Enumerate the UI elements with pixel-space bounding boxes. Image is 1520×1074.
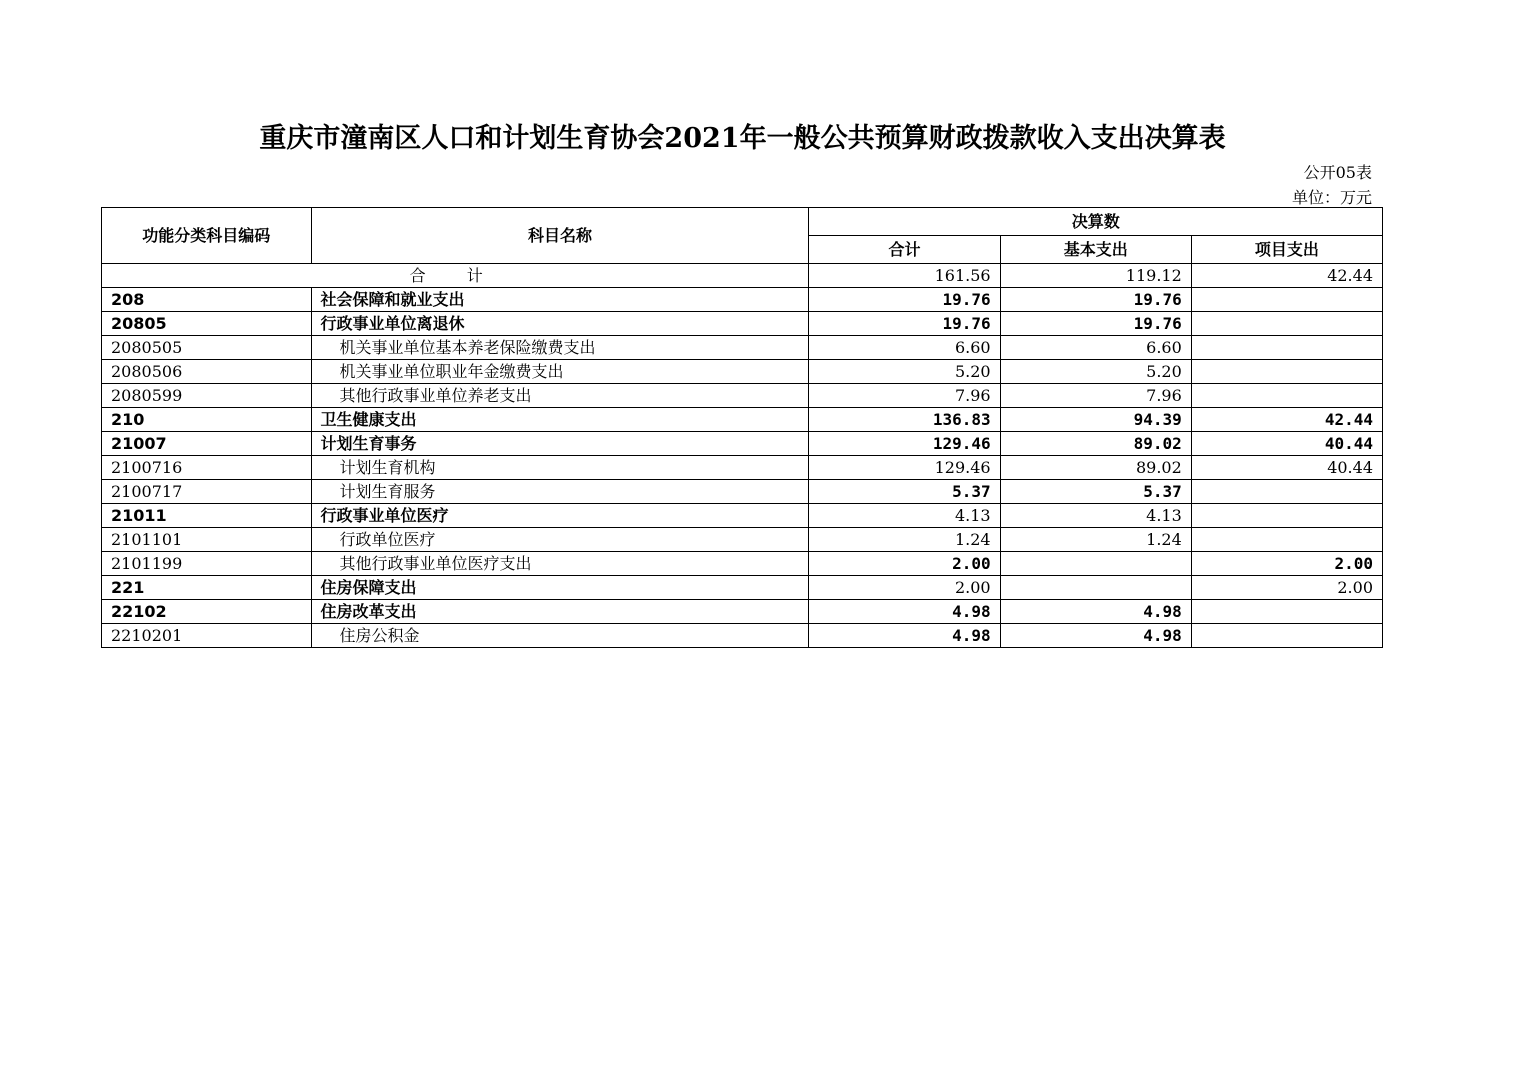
header-row-1 bbox=[102, 208, 1383, 236]
row-total: 19.76 bbox=[809, 312, 1000, 336]
row-basic: 89.02 bbox=[1000, 456, 1191, 480]
row-project bbox=[1191, 384, 1382, 408]
table-row bbox=[102, 480, 1383, 504]
row-name: 计划生育服务 bbox=[311, 480, 809, 504]
table-row bbox=[102, 552, 1383, 576]
row-name: 其他行政事业单位医疗支出 bbox=[311, 552, 809, 576]
row-basic: 94.39 bbox=[1000, 408, 1191, 432]
table-row bbox=[102, 456, 1383, 480]
header-group: 决算数 bbox=[809, 208, 1383, 236]
table-number: 公开05表 bbox=[1303, 163, 1372, 182]
table-row bbox=[102, 384, 1383, 408]
row-basic: 89.02 bbox=[1000, 432, 1191, 456]
row-basic: 4.98 bbox=[1000, 600, 1191, 624]
row-code: 210 bbox=[102, 408, 312, 432]
row-code: 2101101 bbox=[102, 528, 312, 552]
row-project bbox=[1191, 528, 1382, 552]
row-project bbox=[1191, 600, 1382, 624]
row-project: 2.00 bbox=[1191, 576, 1382, 600]
header-total: 合计 bbox=[809, 236, 1000, 264]
row-name: 其他行政事业单位养老支出 bbox=[311, 384, 809, 408]
row-name: 住房公积金 bbox=[311, 624, 809, 648]
table-row bbox=[102, 576, 1383, 600]
row-total: 7.96 bbox=[809, 384, 1000, 408]
row-total: 1.24 bbox=[809, 528, 1000, 552]
row-name: 行政事业单位离退休 bbox=[311, 312, 809, 336]
row-name: 住房保障支出 bbox=[311, 576, 809, 600]
row-name: 计划生育事务 bbox=[311, 432, 809, 456]
row-name: 住房改革支出 bbox=[311, 600, 809, 624]
row-project bbox=[1191, 624, 1382, 648]
row-basic: 5.20 bbox=[1000, 360, 1191, 384]
row-total: 4.98 bbox=[809, 600, 1000, 624]
row-name: 机关事业单位职业年金缴费支出 bbox=[311, 360, 809, 384]
total-label: 合 计 bbox=[102, 264, 809, 288]
row-name: 卫生健康支出 bbox=[311, 408, 809, 432]
row-total: 129.46 bbox=[809, 432, 1000, 456]
row-code: 21007 bbox=[102, 432, 312, 456]
row-name: 社会保障和就业支出 bbox=[311, 288, 809, 312]
row-basic: 5.37 bbox=[1000, 480, 1191, 504]
row-name: 机关事业单位基本养老保险缴费支出 bbox=[311, 336, 809, 360]
header-code: 功能分类科目编码 bbox=[102, 208, 312, 264]
row-project bbox=[1191, 288, 1382, 312]
row-basic: 1.24 bbox=[1000, 528, 1191, 552]
row-code: 21011 bbox=[102, 504, 312, 528]
row-project bbox=[1191, 504, 1382, 528]
unit-label: 单位：万元 bbox=[1291, 188, 1372, 207]
row-project: 40.44 bbox=[1191, 456, 1382, 480]
table-row bbox=[102, 504, 1383, 528]
row-project bbox=[1191, 312, 1382, 336]
row-basic: 6.60 bbox=[1000, 336, 1191, 360]
row-basic bbox=[1000, 576, 1191, 600]
row-total: 129.46 bbox=[809, 456, 1000, 480]
row-code: 22102 bbox=[102, 600, 312, 624]
table-row bbox=[102, 312, 1383, 336]
row-project bbox=[1191, 336, 1382, 360]
table-row bbox=[102, 600, 1383, 624]
row-basic bbox=[1000, 552, 1191, 576]
row-project bbox=[1191, 360, 1382, 384]
row-project: 42.44 bbox=[1191, 408, 1382, 432]
row-basic: 19.76 bbox=[1000, 288, 1191, 312]
header-basic: 基本支出 bbox=[1000, 236, 1191, 264]
row-total: 2.00 bbox=[809, 552, 1000, 576]
budget-table bbox=[101, 207, 1383, 648]
table-row bbox=[102, 432, 1383, 456]
row-basic: 19.76 bbox=[1000, 312, 1191, 336]
table-row bbox=[102, 528, 1383, 552]
document-title: 重庆市潼南区人口和计划生育协会2021年一般公共预算财政拨款收入支出决算表 bbox=[259, 123, 1226, 154]
row-total: 4.13 bbox=[809, 504, 1000, 528]
row-total: 2.00 bbox=[809, 576, 1000, 600]
total-row bbox=[102, 264, 1383, 288]
row-code: 2100717 bbox=[102, 480, 312, 504]
table-row bbox=[102, 288, 1383, 312]
header-name: 科目名称 bbox=[311, 208, 809, 264]
total-basic: 119.12 bbox=[1000, 264, 1191, 288]
row-basic: 4.13 bbox=[1000, 504, 1191, 528]
table-row bbox=[102, 336, 1383, 360]
row-total: 6.60 bbox=[809, 336, 1000, 360]
row-project bbox=[1191, 480, 1382, 504]
row-code: 2101199 bbox=[102, 552, 312, 576]
table-row bbox=[102, 360, 1383, 384]
row-code: 2080599 bbox=[102, 384, 312, 408]
row-total: 5.37 bbox=[809, 480, 1000, 504]
row-total: 5.20 bbox=[809, 360, 1000, 384]
row-code: 2100716 bbox=[102, 456, 312, 480]
row-project: 2.00 bbox=[1191, 552, 1382, 576]
row-code: 2080505 bbox=[102, 336, 312, 360]
total-sum: 161.56 bbox=[809, 264, 1000, 288]
total-project: 42.44 bbox=[1191, 264, 1382, 288]
row-basic: 4.98 bbox=[1000, 624, 1191, 648]
table-row bbox=[102, 624, 1383, 648]
row-name: 行政单位医疗 bbox=[311, 528, 809, 552]
row-code: 221 bbox=[102, 576, 312, 600]
table-row bbox=[102, 408, 1383, 432]
row-project: 40.44 bbox=[1191, 432, 1382, 456]
row-total: 4.98 bbox=[809, 624, 1000, 648]
row-total: 19.76 bbox=[809, 288, 1000, 312]
row-code: 20805 bbox=[102, 312, 312, 336]
row-basic: 7.96 bbox=[1000, 384, 1191, 408]
row-name: 计划生育机构 bbox=[311, 456, 809, 480]
row-total: 136.83 bbox=[809, 408, 1000, 432]
row-code: 208 bbox=[102, 288, 312, 312]
row-code: 2210201 bbox=[102, 624, 312, 648]
row-code: 2080506 bbox=[102, 360, 312, 384]
row-name: 行政事业单位医疗 bbox=[311, 504, 809, 528]
header-project: 项目支出 bbox=[1191, 236, 1382, 264]
